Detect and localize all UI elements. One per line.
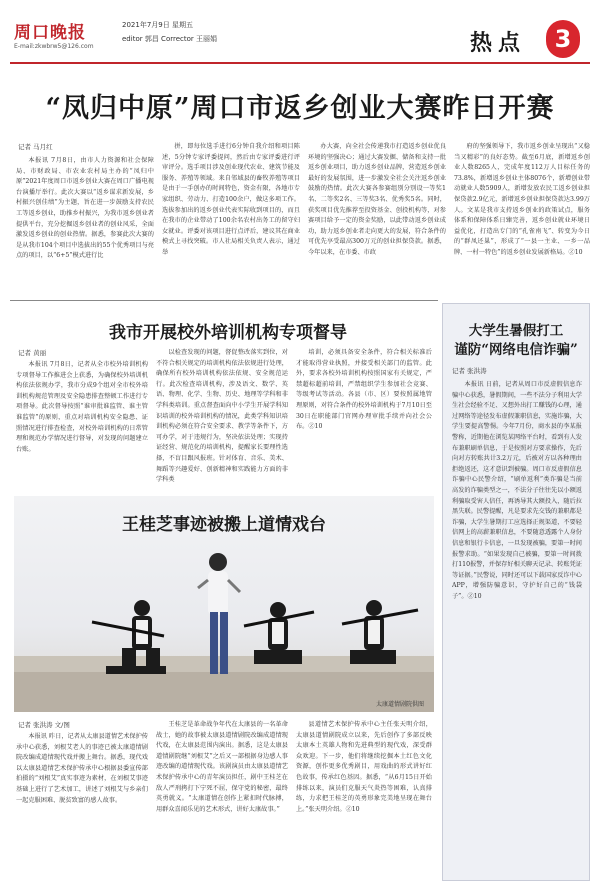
article-headline-entrepreneurship: “凤归中原”周口市返乡创业大赛昨日开赛	[45, 93, 555, 124]
masthead	[0, 0, 600, 62]
sidebar-headline	[452, 322, 580, 360]
photo-credit: 太康道情剧院供图	[375, 701, 424, 708]
issue-date: 2021年7月9日 星期五	[122, 21, 193, 29]
sidebar-column	[452, 380, 582, 874]
section-title: 热点	[470, 30, 527, 56]
article-headline-training-inspection: 我市开展校外培训机构专项督导	[109, 323, 347, 343]
article1-byline: 记者 马月红	[18, 143, 53, 151]
sidebar-byline: 记者 张洪涛	[452, 367, 487, 375]
article3-byline: 记者 张洪涛 文/图	[18, 721, 70, 729]
article3-column-1	[16, 732, 148, 882]
newspaper-logo: 周口晚报	[14, 23, 86, 43]
sidebar-text: 本报讯 日前，记者从周口市反虚假信息诈骗中心获悉，暑假期间，一些不法分子利用大学生社会经验不足、又想外出打工赚钱的心理，通过网络等途径发布虚假兼职信息，实施诈骗，大学生要提高警惕。今年7月份，商水县的李某报警称，近期他在浏览某网络平台时，看到有人发布兼职刷单信息，于是按照对方要求操作，先后向对方转账共计3.2万元，后被对方以各种理由拒绝返还，这才意识到被骗。周口市反虚假信息诈骗中心民警介绍，“刷单返利”类诈骗是当前高发的诈骗类型之一，不法分子往往先以小额返利骗取受害人信任，再诱导其大额投入，随后拉黑失联。民警提醒，凡是要求先交钱的兼职都是诈骗，大学生暑期打工应选择正规渠道，不要轻信网上的高薪兼职信息，不要随意透露个人身份信息和银行卡信息，一旦发现被骗，要第一时间报警求助。“如果发现自己被骗，要第一时间拨打110报警，并保存好相关聊天记录、转账凭证等证据。”民警说，同时还可以下载国家反诈中心APP，增强防骗意识，守护好自己的“钱袋子”。Ⓩ10	[452, 381, 582, 600]
article3-text-2: 王桂芝是革命战争年代在太康县的一名革命战士，她的故事被太康县道情剧院改编成道情现代戏，在太康县范围内演出。据悉，这是太康县道情剧院继“刘根艾”之后又一部根据身边感人事迹改编的道情现代戏。该剧演员由太康县道情艺术保护传承中心的青年演员担任，剧中王桂芝在敌人严刑拷打下宁死不屈，保守党的秘密，最终英勇就义。“太康道情在创作上紧扣时代脉搏，用群众喜闻乐见的艺术形式，讲好太康故事。”	[156, 721, 288, 813]
section-divider	[10, 300, 438, 301]
article2-text-2: 以检查发现的问题，督促整改落实到位，对不符合相关规定的培训机构依法依规进行处理，确保所有校外培训机构依法依规、安全规范运行。此次检查培训机构，涉及语文、数学、英语、物理、化学、生物、历史、地理等学科和非学科类培训。重点督查面向中小学生开展学科知识培训的校外培训机构的情况，此类学科知识培训机构必须在符合安全要求、教学等条件下，方可办学，对于违规行为，坚决依法处理；实现持证经营、规范化的培训机构，提醒家长要理性选择，不盲目跟风报班。针对体育、音乐、美术、舞蹈等兴趣爱好、创新精神和实践能力方面的非学科类	[156, 349, 288, 484]
article3-text-1: 本报讯 昨日，记者从太康县道情艺术保护传承中心获悉，刘根艾老人的事迹已被太康道情剧院改编成道情现代戏并搬上舞台。据悉，现代戏以太康县道情艺术保护传承中心根据县委宣传部拍摄的“刘根艾”真实事迹为素材，在刘根艾事迹基础上进行了艺术加工，讲述了刘根艾与乡亲们一起克服困难、脱贫致富的感人故事。	[16, 733, 148, 804]
article1-column-3	[308, 142, 446, 298]
article3-text-3: 县道情艺术保护传承中心主任张天明介绍，太康县道情剧院成立以来，先后创作了多部反映太康本土英雄人物和先进典型的现代戏，深受群众欢迎。下一步，他们将继续挖掘本土红色文化资源，创作更多优秀剧目，用戏曲的形式讲好红色故事，传承红色基因。据悉，“从6月15日开始排练以来，演员们克服天气炎热等困难，认真排练，力求把王桂芝的英勇形象完美地呈现在舞台上。”张天明介绍。Ⓩ10	[296, 721, 432, 813]
header-rule	[10, 62, 590, 64]
article2-text-1: 本报讯 7月8日，记者从全市校外培训机构专项督导工作推进会上获悉，为确保校外培训机构依法依规办学，我市分成9个组对全市校外培训机构规范管理及安全隐患排查整顿工作进行专项督导。此次督导按照“谁审批谁监管、谁主管谁监管”的原则，重点对培训机构安全隐患、证照情况进行排查检查，对校外培训机构的日常管理和规范办学情况进行督导，对发现的问题建立台账。	[16, 361, 148, 453]
page-number-badge: 3	[546, 20, 580, 58]
photo-headline: 王桂芝事迹被搬上道情戏台	[122, 515, 326, 535]
article3-column-2	[156, 720, 288, 882]
article1-text-1: 本报讯 7月8日，由市人力资源和社会保障局、市财政局、市农业农村局主办的“凤归中原”2021年度周口市返乡创业大赛在周口广播电视台演播厅举行。此次大赛以“返乡谋求新发展，乡村振兴创佳绩”为主题，旨在进一步鼓励支持农民工等返乡创业，助推乡村振兴，为我市返乡创业者提供平台，充分挖掘返乡创业者的创业风采，全面激发返乡创业的创业热情。据悉，参赛此次大赛的是从我市104个项目中选拔出的55个优秀项目与亮点的项目，以“6+5”模式进行比	[16, 157, 154, 260]
article2-column-3	[296, 348, 432, 488]
article2-byline: 记者 黄丽	[18, 349, 47, 357]
article1-column-4	[454, 142, 590, 298]
article1-column-2	[162, 142, 300, 298]
stage-photo	[14, 496, 434, 712]
editor-credits: editor 郭昌 Corrector 王丽娟	[122, 35, 217, 43]
article1-column-1	[16, 156, 154, 298]
sidebar-headline-line-1: 大学生暑假打工	[468, 323, 564, 339]
article1-text-3: 办大赛，向全社会传递我市打造返乡创业优良环境的坚强决心；通过大赛发掘、储备和支持一批返乡创业项目，助力返乡创业品牌，营造返乡创业最好的发展氛围，进一步激发全社会关注返乡创业鼓励的热情。此次大赛各参赛组别分别设一等奖1名、二等奖2名、三等奖3名、优秀奖5名。同时，获奖项目优先推荐至投资基金、创投机构等，对参赛项目给予一定的资金奖励，以此带动返乡创业成功，助力返乡创业者走向更大的发展，符合条件的可优先享受最高300万元的创业担保贷款。据悉，今年以来，在市委、市政	[308, 143, 446, 256]
article1-text-2: 拼，即每位选手进行6分钟自我介绍和项目陈述，5分钟专家评委提问，然后由专家评委进行评审评分。选手项目涉及创业现代农业、建筑节能及服务、养殖等领域。来自邻域县的畜牧养殖等项目是由于一手创办的时间特色，资金有限，各地市专家组织、劳动力、打造100余户，做这多项工作。选拔参加出的返乡创业代表实际收到项目的，而且在我市的企业带动了100余名农村出务工的留守妇女就业。评委对该项目进行点评后，建议其在商业模式上寻找突破。市人社局相关负责人表示，通过举	[162, 143, 300, 256]
sidebar-headline-line-2: 谨防“网络电信诈骗”	[454, 342, 578, 358]
article1-text-4: 府的坚强领导下，我市返乡创业呈现出“又稳当又精彩”的良好态势。截至6月底，新增返乡创业人数8265人，完成年度112万人目标任务的73.8%，新增返乡创业主体8076个，新增创业带动就业人数5909人，新增发放农民工返乡创业担保贷款2.9亿元，新增返乡创业担保贷款达3.99万人。文某是我市支持返乡创业的政策试点，服务体系和保障体系日臻完善，返乡创业就业环境日益优化，打造出专门的“孔雀南飞”、转变为今日的“群凤还巢”，形成了“一县一主业、一乡一品牌、一村一特色”的返乡创业发展新格局。Ⓩ10	[454, 143, 590, 256]
article2-column-1	[16, 360, 148, 488]
article2-column-2	[156, 348, 288, 488]
article2-text-3: 培训，必须具备安全条件，符合相关标准后才能取得营业执照，并接受相关部门的监管。此外，要求各校外培训机构按照国家有关规定，严禁超标超前培训，严禁组织学生参加社会竞赛、等级考试等活动。各县（市、区）要按照属地管理原则，对符合条件的校外培训机构于7月10日至30日在职能部门官网办理审批手续并向社会公布。Ⓩ10	[296, 349, 432, 431]
article3-column-3	[296, 720, 432, 882]
email-address: E-mail:zkwbrw5@126.com	[14, 43, 94, 50]
